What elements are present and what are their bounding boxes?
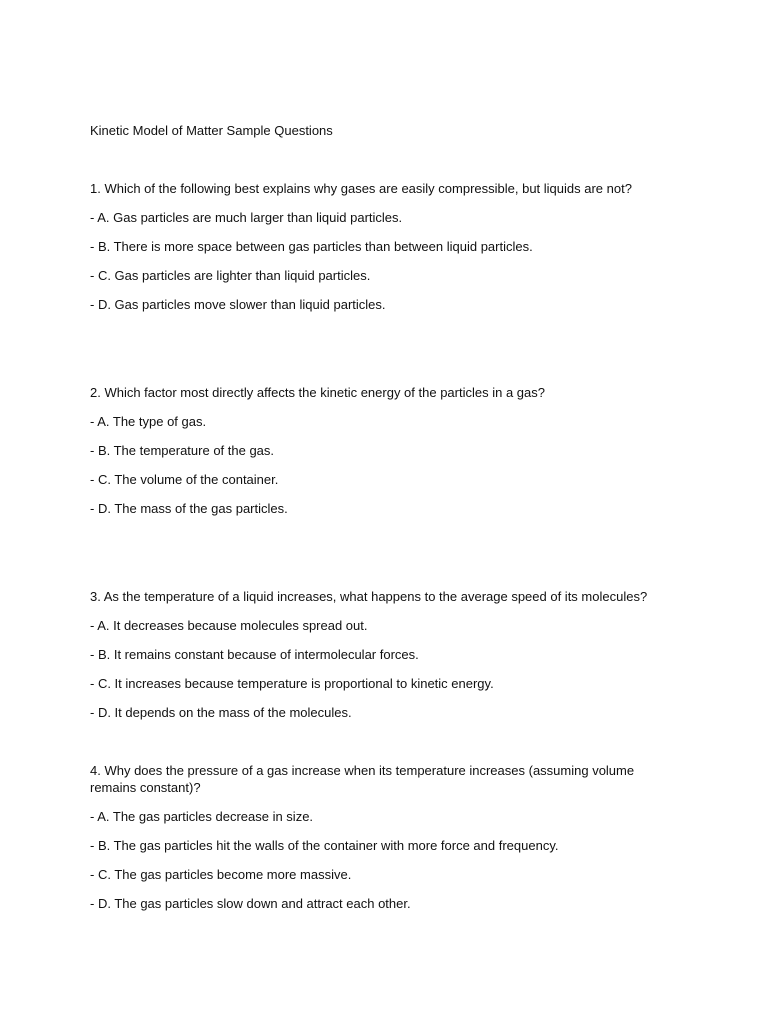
option-b: - B. The temperature of the gas. — [90, 443, 275, 458]
question-4 — [90, 762, 680, 912]
option-d: - D. The gas particles slow down and attract each other. — [90, 896, 411, 911]
question-3 — [90, 588, 680, 721]
question-1 — [90, 180, 680, 313]
option-c: - C. Gas particles are lighter than liquid particles. — [90, 268, 371, 283]
question-text: 2. Which factor most directly affects the kinetic energy of the particles in a gas? — [90, 385, 545, 400]
document-title: Kinetic Model of Matter Sample Questions — [90, 123, 333, 138]
option-a: - A. The gas particles decrease in size. — [90, 809, 314, 824]
option-b: - B. It remains constant because of intermolecular forces. — [90, 647, 419, 662]
question-text: 4. Why does the pressure of a gas increase when its temperature increases (assuming volume remains constant)? — [90, 763, 635, 795]
option-list — [90, 617, 680, 721]
option-d: - D. Gas particles move slower than liquid particles. — [90, 297, 386, 312]
option-list — [90, 413, 680, 517]
option-list — [90, 808, 680, 912]
question-text: 3. As the temperature of a liquid increases, what happens to the average speed of its molecules? — [90, 589, 648, 604]
option-b: - B. There is more space between gas particles than between liquid particles. — [90, 239, 533, 254]
option-a: - A. It decreases because molecules spread out. — [90, 618, 368, 633]
option-a: - A. Gas particles are much larger than liquid particles. — [90, 210, 403, 225]
question-text: 1. Which of the following best explains why gases are easily compressible, but liquids are not? — [90, 181, 632, 196]
option-b: - B. The gas particles hit the walls of the container with more force and frequency. — [90, 838, 559, 853]
option-d: - D. It depends on the mass of the molecules. — [90, 705, 352, 720]
option-c: - C. The gas particles become more massive. — [90, 867, 352, 882]
option-list — [90, 209, 680, 313]
option-c: - C. It increases because temperature is proportional to kinetic energy. — [90, 676, 494, 691]
option-c: - C. The volume of the container. — [90, 472, 279, 487]
option-a: - A. The type of gas. — [90, 414, 207, 429]
option-d: - D. The mass of the gas particles. — [90, 501, 288, 516]
question-2 — [90, 384, 680, 517]
